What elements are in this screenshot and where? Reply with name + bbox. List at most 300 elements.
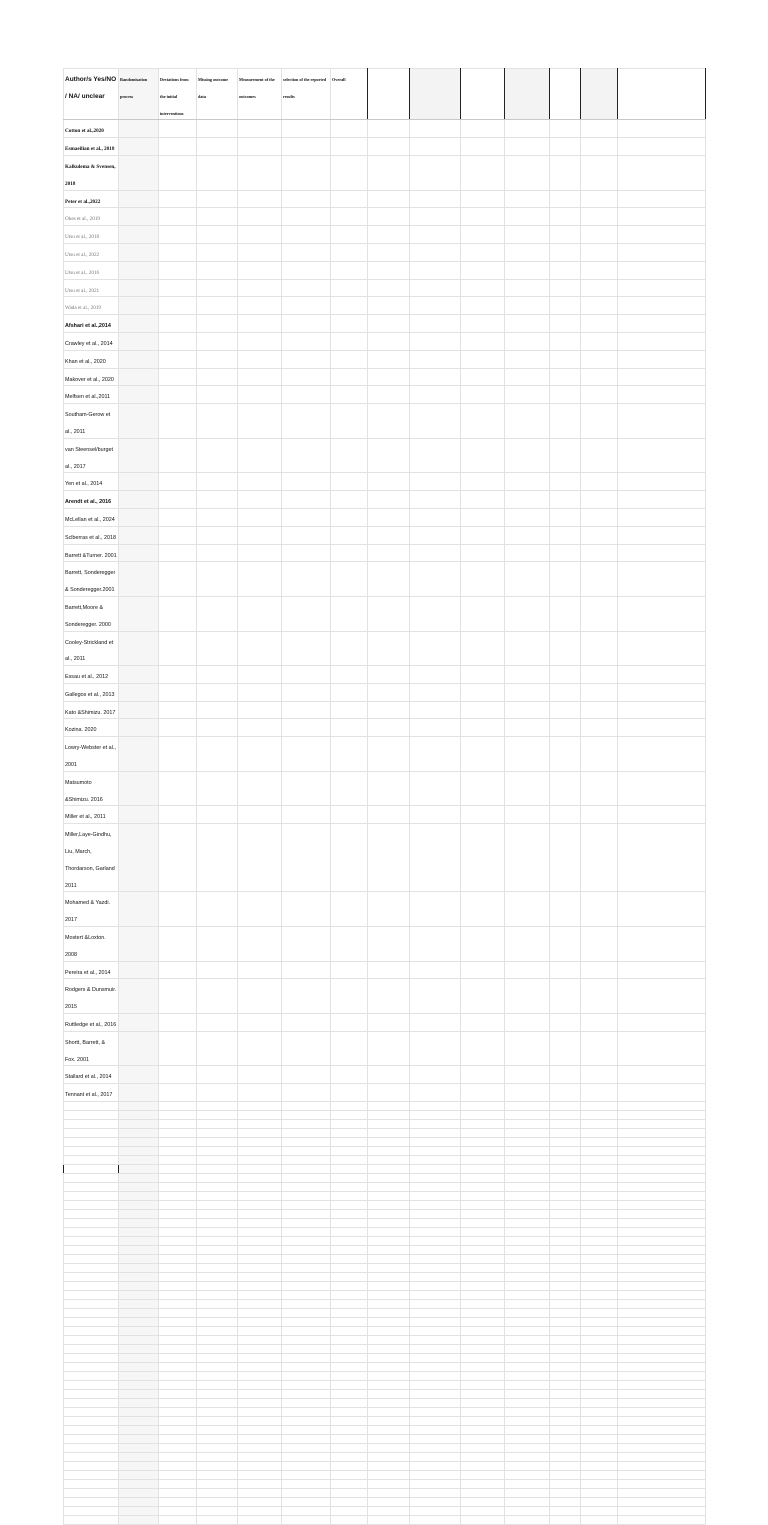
empty-cell[interactable] bbox=[197, 1111, 238, 1120]
rating-cell[interactable] bbox=[238, 631, 282, 666]
empty-cell[interactable] bbox=[238, 1165, 282, 1174]
empty-cell[interactable] bbox=[618, 1120, 706, 1129]
rating-cell[interactable] bbox=[238, 1084, 282, 1102]
empty-cell[interactable] bbox=[282, 1372, 331, 1381]
rating-cell[interactable] bbox=[119, 226, 159, 244]
empty-cell[interactable] bbox=[505, 1246, 550, 1255]
rating-cell[interactable] bbox=[331, 596, 368, 631]
empty-cell[interactable] bbox=[618, 1516, 706, 1525]
empty-cell[interactable] bbox=[410, 1129, 461, 1138]
rating-cell[interactable] bbox=[282, 961, 331, 979]
rating-cell[interactable] bbox=[410, 526, 461, 544]
empty-cell[interactable] bbox=[159, 1165, 197, 1174]
rating-cell[interactable] bbox=[368, 806, 410, 824]
empty-cell[interactable] bbox=[64, 1408, 119, 1417]
rating-cell[interactable] bbox=[461, 544, 505, 562]
empty-cell[interactable] bbox=[64, 1399, 119, 1408]
empty-cell[interactable] bbox=[197, 1327, 238, 1336]
empty-cell[interactable] bbox=[159, 1300, 197, 1309]
empty-cell[interactable] bbox=[505, 1237, 550, 1246]
empty-cell[interactable] bbox=[410, 1363, 461, 1372]
empty-cell[interactable] bbox=[581, 1246, 618, 1255]
empty-cell[interactable] bbox=[64, 1480, 119, 1489]
rating-cell[interactable] bbox=[159, 368, 197, 386]
rating-cell[interactable] bbox=[282, 508, 331, 526]
rating-cell[interactable] bbox=[581, 961, 618, 979]
empty-cell[interactable] bbox=[368, 1282, 410, 1291]
rating-cell[interactable] bbox=[618, 243, 706, 261]
empty-cell[interactable] bbox=[331, 1345, 368, 1354]
rating-cell[interactable] bbox=[505, 208, 550, 226]
rating-cell[interactable] bbox=[461, 332, 505, 350]
rating-cell[interactable] bbox=[282, 332, 331, 350]
rating-cell[interactable] bbox=[550, 386, 581, 404]
rating-cell[interactable] bbox=[197, 508, 238, 526]
rating-cell[interactable] bbox=[368, 979, 410, 1014]
empty-cell[interactable] bbox=[581, 1426, 618, 1435]
rating-cell[interactable] bbox=[197, 368, 238, 386]
empty-cell[interactable] bbox=[505, 1174, 550, 1183]
empty-cell[interactable] bbox=[238, 1327, 282, 1336]
rating-cell[interactable] bbox=[581, 737, 618, 772]
empty-cell[interactable] bbox=[159, 1309, 197, 1318]
rating-cell[interactable] bbox=[505, 386, 550, 404]
empty-cell[interactable] bbox=[282, 1138, 331, 1147]
rating-cell[interactable] bbox=[550, 701, 581, 719]
rating-cell[interactable] bbox=[410, 1084, 461, 1102]
rating-cell[interactable] bbox=[282, 438, 331, 473]
empty-cell[interactable] bbox=[238, 1156, 282, 1165]
empty-cell[interactable] bbox=[282, 1426, 331, 1435]
rating-cell[interactable] bbox=[581, 631, 618, 666]
empty-cell[interactable] bbox=[505, 1192, 550, 1201]
empty-cell[interactable] bbox=[581, 1390, 618, 1399]
empty-cell[interactable] bbox=[159, 1354, 197, 1363]
author-cell[interactable] bbox=[64, 719, 119, 737]
empty-cell[interactable] bbox=[64, 1246, 119, 1255]
empty-cell[interactable] bbox=[282, 1516, 331, 1525]
empty-cell[interactable] bbox=[550, 1345, 581, 1354]
empty-cell[interactable] bbox=[461, 1246, 505, 1255]
empty-cell[interactable] bbox=[238, 1138, 282, 1147]
rating-cell[interactable] bbox=[461, 526, 505, 544]
rating-cell[interactable] bbox=[197, 386, 238, 404]
author-cell[interactable] bbox=[64, 806, 119, 824]
empty-cell[interactable] bbox=[238, 1147, 282, 1156]
rating-cell[interactable] bbox=[159, 562, 197, 597]
empty-cell[interactable] bbox=[197, 1399, 238, 1408]
rating-cell[interactable] bbox=[282, 1066, 331, 1084]
rating-cell[interactable] bbox=[238, 315, 282, 333]
rating-cell[interactable] bbox=[581, 666, 618, 684]
rating-cell[interactable] bbox=[119, 1031, 159, 1066]
empty-cell[interactable] bbox=[581, 1120, 618, 1129]
empty-cell[interactable] bbox=[368, 1111, 410, 1120]
empty-cell[interactable] bbox=[119, 1462, 159, 1471]
empty-cell[interactable] bbox=[282, 1219, 331, 1228]
rating-cell[interactable] bbox=[581, 332, 618, 350]
rating-cell[interactable] bbox=[119, 719, 159, 737]
rating-cell[interactable] bbox=[581, 190, 618, 208]
rating-cell[interactable] bbox=[238, 544, 282, 562]
rating-cell[interactable] bbox=[159, 438, 197, 473]
empty-cell[interactable] bbox=[238, 1210, 282, 1219]
empty-cell[interactable] bbox=[505, 1147, 550, 1156]
empty-cell[interactable] bbox=[331, 1102, 368, 1111]
rating-cell[interactable] bbox=[550, 473, 581, 491]
rating-cell[interactable] bbox=[581, 562, 618, 597]
empty-cell[interactable] bbox=[197, 1372, 238, 1381]
rating-cell[interactable] bbox=[461, 120, 505, 138]
empty-cell[interactable] bbox=[618, 1246, 706, 1255]
empty-cell[interactable] bbox=[581, 1435, 618, 1444]
empty-cell[interactable] bbox=[550, 1480, 581, 1489]
rating-cell[interactable] bbox=[505, 683, 550, 701]
empty-cell[interactable] bbox=[331, 1462, 368, 1471]
empty-cell[interactable] bbox=[581, 1318, 618, 1327]
empty-cell[interactable] bbox=[410, 1165, 461, 1174]
rating-cell[interactable] bbox=[410, 1066, 461, 1084]
empty-cell[interactable] bbox=[410, 1327, 461, 1336]
empty-cell[interactable] bbox=[197, 1165, 238, 1174]
rating-cell[interactable] bbox=[331, 666, 368, 684]
rating-cell[interactable] bbox=[119, 438, 159, 473]
rating-cell[interactable] bbox=[119, 1066, 159, 1084]
rating-cell[interactable] bbox=[550, 404, 581, 439]
empty-cell[interactable] bbox=[505, 1156, 550, 1165]
rating-cell[interactable] bbox=[282, 596, 331, 631]
rating-cell[interactable] bbox=[159, 631, 197, 666]
empty-cell[interactable] bbox=[505, 1264, 550, 1273]
rating-cell[interactable] bbox=[282, 892, 331, 927]
rating-cell[interactable] bbox=[618, 701, 706, 719]
rating-cell[interactable] bbox=[159, 386, 197, 404]
rating-cell[interactable] bbox=[368, 737, 410, 772]
rating-cell[interactable] bbox=[119, 297, 159, 315]
empty-cell[interactable] bbox=[550, 1300, 581, 1309]
empty-cell[interactable] bbox=[550, 1444, 581, 1453]
author-cell[interactable] bbox=[64, 315, 119, 333]
empty-cell[interactable] bbox=[159, 1444, 197, 1453]
rating-cell[interactable] bbox=[505, 666, 550, 684]
rating-cell[interactable] bbox=[505, 279, 550, 297]
empty-cell[interactable] bbox=[618, 1237, 706, 1246]
empty-cell[interactable] bbox=[331, 1444, 368, 1453]
rating-cell[interactable] bbox=[368, 190, 410, 208]
author-cell[interactable] bbox=[64, 332, 119, 350]
rating-cell[interactable] bbox=[238, 190, 282, 208]
empty-cell[interactable] bbox=[505, 1102, 550, 1111]
rating-cell[interactable] bbox=[119, 683, 159, 701]
rating-cell[interactable] bbox=[331, 332, 368, 350]
empty-cell[interactable] bbox=[238, 1219, 282, 1228]
empty-cell[interactable] bbox=[410, 1264, 461, 1273]
empty-cell[interactable] bbox=[331, 1192, 368, 1201]
empty-cell[interactable] bbox=[119, 1291, 159, 1300]
empty-cell[interactable] bbox=[197, 1309, 238, 1318]
rating-cell[interactable] bbox=[331, 226, 368, 244]
empty-cell[interactable] bbox=[331, 1318, 368, 1327]
empty-cell[interactable] bbox=[550, 1174, 581, 1183]
rating-cell[interactable] bbox=[505, 1084, 550, 1102]
rating-cell[interactable] bbox=[331, 386, 368, 404]
rating-cell[interactable] bbox=[461, 208, 505, 226]
rating-cell[interactable] bbox=[618, 120, 706, 138]
rating-cell[interactable] bbox=[159, 155, 197, 190]
empty-cell[interactable] bbox=[505, 1336, 550, 1345]
empty-cell[interactable] bbox=[64, 1282, 119, 1291]
rating-cell[interactable] bbox=[410, 719, 461, 737]
rating-cell[interactable] bbox=[581, 596, 618, 631]
rating-cell[interactable] bbox=[581, 526, 618, 544]
empty-cell[interactable] bbox=[331, 1228, 368, 1237]
empty-cell[interactable] bbox=[550, 1210, 581, 1219]
empty-cell[interactable] bbox=[159, 1219, 197, 1228]
empty-cell[interactable] bbox=[159, 1417, 197, 1426]
empty-cell[interactable] bbox=[368, 1435, 410, 1444]
rating-cell[interactable] bbox=[159, 666, 197, 684]
rating-cell[interactable] bbox=[581, 226, 618, 244]
empty-cell[interactable] bbox=[368, 1129, 410, 1138]
author-cell[interactable] bbox=[64, 261, 119, 279]
rating-cell[interactable] bbox=[550, 562, 581, 597]
rating-cell[interactable] bbox=[159, 927, 197, 962]
rating-cell[interactable] bbox=[119, 737, 159, 772]
empty-cell[interactable] bbox=[282, 1282, 331, 1291]
rating-cell[interactable] bbox=[618, 261, 706, 279]
empty-cell[interactable] bbox=[238, 1516, 282, 1525]
empty-cell[interactable] bbox=[505, 1372, 550, 1381]
empty-cell[interactable] bbox=[331, 1435, 368, 1444]
empty-cell[interactable] bbox=[368, 1228, 410, 1237]
rating-cell[interactable] bbox=[410, 297, 461, 315]
rating-cell[interactable] bbox=[550, 208, 581, 226]
empty-cell[interactable] bbox=[197, 1246, 238, 1255]
empty-cell[interactable] bbox=[159, 1507, 197, 1516]
rating-cell[interactable] bbox=[119, 473, 159, 491]
rating-cell[interactable] bbox=[368, 386, 410, 404]
empty-cell[interactable] bbox=[550, 1453, 581, 1462]
rating-cell[interactable] bbox=[331, 368, 368, 386]
empty-cell[interactable] bbox=[581, 1516, 618, 1525]
empty-cell[interactable] bbox=[331, 1408, 368, 1417]
rating-cell[interactable] bbox=[119, 243, 159, 261]
author-cell[interactable] bbox=[64, 596, 119, 631]
empty-cell[interactable] bbox=[461, 1183, 505, 1192]
empty-cell[interactable] bbox=[581, 1174, 618, 1183]
empty-cell[interactable] bbox=[119, 1507, 159, 1516]
empty-cell[interactable] bbox=[119, 1300, 159, 1309]
empty-cell[interactable] bbox=[119, 1174, 159, 1183]
empty-cell[interactable] bbox=[64, 1273, 119, 1282]
rating-cell[interactable] bbox=[119, 544, 159, 562]
rating-cell[interactable] bbox=[368, 208, 410, 226]
rating-cell[interactable] bbox=[581, 892, 618, 927]
empty-cell[interactable] bbox=[410, 1462, 461, 1471]
rating-cell[interactable] bbox=[197, 261, 238, 279]
rating-cell[interactable] bbox=[119, 368, 159, 386]
rating-cell[interactable] bbox=[410, 279, 461, 297]
empty-cell[interactable] bbox=[461, 1111, 505, 1120]
empty-cell[interactable] bbox=[505, 1435, 550, 1444]
empty-cell[interactable] bbox=[581, 1255, 618, 1264]
rating-cell[interactable] bbox=[197, 596, 238, 631]
empty-cell[interactable] bbox=[238, 1318, 282, 1327]
empty-cell[interactable] bbox=[331, 1273, 368, 1282]
empty-cell[interactable] bbox=[505, 1381, 550, 1390]
empty-cell[interactable] bbox=[368, 1381, 410, 1390]
empty-cell[interactable] bbox=[159, 1264, 197, 1273]
rating-cell[interactable] bbox=[461, 683, 505, 701]
empty-cell[interactable] bbox=[505, 1390, 550, 1399]
rating-cell[interactable] bbox=[618, 562, 706, 597]
rating-cell[interactable] bbox=[331, 771, 368, 806]
rating-cell[interactable] bbox=[581, 261, 618, 279]
empty-cell[interactable] bbox=[159, 1255, 197, 1264]
empty-cell[interactable] bbox=[368, 1372, 410, 1381]
empty-cell[interactable] bbox=[282, 1399, 331, 1408]
empty-cell[interactable] bbox=[581, 1111, 618, 1120]
rating-cell[interactable] bbox=[505, 226, 550, 244]
empty-cell[interactable] bbox=[410, 1156, 461, 1165]
rating-cell[interactable] bbox=[618, 368, 706, 386]
rating-cell[interactable] bbox=[282, 1014, 331, 1032]
rating-cell[interactable] bbox=[282, 979, 331, 1014]
rating-cell[interactable] bbox=[410, 243, 461, 261]
rating-cell[interactable] bbox=[550, 683, 581, 701]
rating-cell[interactable] bbox=[461, 631, 505, 666]
rating-cell[interactable] bbox=[282, 701, 331, 719]
rating-cell[interactable] bbox=[368, 491, 410, 509]
rating-cell[interactable] bbox=[197, 666, 238, 684]
rating-cell[interactable] bbox=[618, 961, 706, 979]
rating-cell[interactable] bbox=[581, 824, 618, 892]
empty-cell[interactable] bbox=[618, 1165, 706, 1174]
empty-cell[interactable] bbox=[119, 1372, 159, 1381]
rating-cell[interactable] bbox=[331, 297, 368, 315]
empty-cell[interactable] bbox=[618, 1102, 706, 1111]
empty-cell[interactable] bbox=[618, 1147, 706, 1156]
rating-cell[interactable] bbox=[461, 824, 505, 892]
empty-cell[interactable] bbox=[581, 1309, 618, 1318]
rating-cell[interactable] bbox=[282, 771, 331, 806]
empty-cell[interactable] bbox=[505, 1417, 550, 1426]
rating-cell[interactable] bbox=[331, 683, 368, 701]
empty-cell[interactable] bbox=[331, 1381, 368, 1390]
rating-cell[interactable] bbox=[550, 979, 581, 1014]
empty-cell[interactable] bbox=[64, 1327, 119, 1336]
empty-cell[interactable] bbox=[159, 1363, 197, 1372]
rating-cell[interactable] bbox=[197, 243, 238, 261]
rating-cell[interactable] bbox=[159, 261, 197, 279]
empty-cell[interactable] bbox=[331, 1489, 368, 1498]
empty-cell[interactable] bbox=[505, 1399, 550, 1408]
rating-cell[interactable] bbox=[331, 806, 368, 824]
rating-cell[interactable] bbox=[410, 892, 461, 927]
rating-cell[interactable] bbox=[282, 562, 331, 597]
empty-cell[interactable] bbox=[159, 1489, 197, 1498]
empty-cell[interactable] bbox=[461, 1408, 505, 1417]
empty-cell[interactable] bbox=[197, 1129, 238, 1138]
empty-cell[interactable] bbox=[368, 1255, 410, 1264]
rating-cell[interactable] bbox=[410, 961, 461, 979]
empty-cell[interactable] bbox=[550, 1507, 581, 1516]
empty-cell[interactable] bbox=[64, 1156, 119, 1165]
empty-cell[interactable] bbox=[64, 1336, 119, 1345]
rating-cell[interactable] bbox=[282, 683, 331, 701]
empty-cell[interactable] bbox=[64, 1165, 119, 1174]
empty-cell[interactable] bbox=[331, 1201, 368, 1210]
empty-cell[interactable] bbox=[550, 1201, 581, 1210]
empty-cell[interactable] bbox=[238, 1426, 282, 1435]
empty-cell[interactable] bbox=[282, 1444, 331, 1453]
rating-cell[interactable] bbox=[368, 1014, 410, 1032]
rating-cell[interactable] bbox=[119, 1014, 159, 1032]
rating-cell[interactable] bbox=[238, 243, 282, 261]
rating-cell[interactable] bbox=[461, 297, 505, 315]
rating-cell[interactable] bbox=[197, 438, 238, 473]
empty-cell[interactable] bbox=[119, 1417, 159, 1426]
empty-cell[interactable] bbox=[119, 1255, 159, 1264]
rating-cell[interactable] bbox=[238, 824, 282, 892]
rating-cell[interactable] bbox=[197, 927, 238, 962]
rating-cell[interactable] bbox=[550, 1014, 581, 1032]
rating-cell[interactable] bbox=[618, 596, 706, 631]
empty-cell[interactable] bbox=[368, 1453, 410, 1462]
rating-cell[interactable] bbox=[331, 508, 368, 526]
empty-cell[interactable] bbox=[461, 1453, 505, 1462]
empty-cell[interactable] bbox=[159, 1102, 197, 1111]
empty-cell[interactable] bbox=[550, 1264, 581, 1273]
rating-cell[interactable] bbox=[461, 315, 505, 333]
empty-cell[interactable] bbox=[159, 1408, 197, 1417]
rating-cell[interactable] bbox=[581, 491, 618, 509]
empty-cell[interactable] bbox=[550, 1327, 581, 1336]
empty-cell[interactable] bbox=[618, 1435, 706, 1444]
rating-cell[interactable] bbox=[410, 1031, 461, 1066]
rating-cell[interactable] bbox=[119, 927, 159, 962]
rating-cell[interactable] bbox=[238, 683, 282, 701]
empty-cell[interactable] bbox=[282, 1462, 331, 1471]
empty-cell[interactable] bbox=[159, 1156, 197, 1165]
empty-cell[interactable] bbox=[550, 1129, 581, 1138]
empty-cell[interactable] bbox=[64, 1507, 119, 1516]
rating-cell[interactable] bbox=[238, 562, 282, 597]
rating-cell[interactable] bbox=[368, 332, 410, 350]
rating-cell[interactable] bbox=[282, 404, 331, 439]
empty-cell[interactable] bbox=[64, 1453, 119, 1462]
empty-cell[interactable] bbox=[282, 1174, 331, 1183]
rating-cell[interactable] bbox=[581, 438, 618, 473]
empty-cell[interactable] bbox=[410, 1138, 461, 1147]
rating-cell[interactable] bbox=[410, 208, 461, 226]
empty-cell[interactable] bbox=[238, 1309, 282, 1318]
rating-cell[interactable] bbox=[282, 1084, 331, 1102]
rating-cell[interactable] bbox=[368, 1084, 410, 1102]
empty-cell[interactable] bbox=[197, 1273, 238, 1282]
empty-cell[interactable] bbox=[159, 1345, 197, 1354]
author-cell[interactable] bbox=[64, 438, 119, 473]
rating-cell[interactable] bbox=[581, 719, 618, 737]
empty-cell[interactable] bbox=[159, 1120, 197, 1129]
rating-cell[interactable] bbox=[159, 544, 197, 562]
empty-cell[interactable] bbox=[461, 1282, 505, 1291]
rating-cell[interactable] bbox=[368, 368, 410, 386]
empty-cell[interactable] bbox=[581, 1273, 618, 1282]
rating-cell[interactable] bbox=[159, 297, 197, 315]
rating-cell[interactable] bbox=[197, 824, 238, 892]
empty-cell[interactable] bbox=[331, 1516, 368, 1525]
